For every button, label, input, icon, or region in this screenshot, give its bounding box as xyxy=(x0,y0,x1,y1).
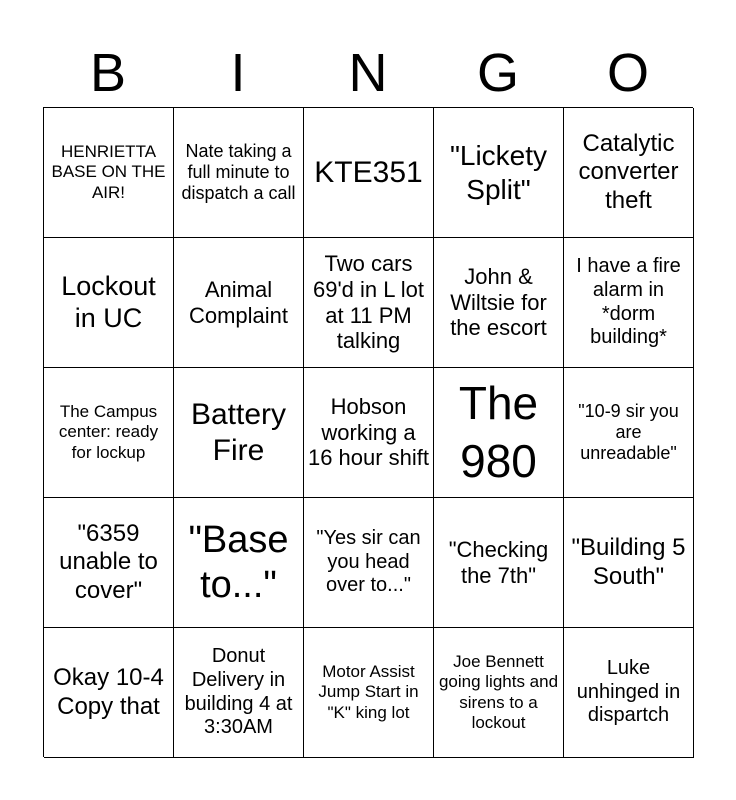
header-letter-i: I xyxy=(230,43,246,103)
bingo-cell-r1-c1[interactable]: HENRIETTA BASE ON THE AIR! xyxy=(44,108,174,238)
header-letter-b: B xyxy=(89,43,127,103)
bingo-cell-r2-c1[interactable]: Lockout in UC xyxy=(44,238,174,368)
bingo-cell-r2-c5[interactable]: I have a fire alarm in *dorm building* xyxy=(564,238,694,368)
bingo-cell-r3-c1[interactable]: The Campus center: ready for lockup xyxy=(44,368,174,498)
header-letter-g: G xyxy=(476,43,519,103)
bingo-cell-r4-c2[interactable]: "Base to..." xyxy=(174,498,304,628)
bingo-cell-r2-c3[interactable]: Two cars 69'd in L lot at 11 PM talking xyxy=(304,238,434,368)
bingo-cell-r5-c3[interactable]: Motor Assist Jump Start in "K" king lot xyxy=(304,628,434,758)
header-letter-n: N xyxy=(348,43,388,103)
bingo-cell-r1-c5[interactable]: Catalytic converter theft xyxy=(564,108,694,238)
bingo-cell-r5-c4[interactable]: Joe Bennett going lights and sirens to a lockout xyxy=(434,628,564,758)
bingo-cell-r4-c3[interactable]: "Yes sir can you head over to..." xyxy=(304,498,434,628)
bingo-cell-r4-c1[interactable]: "6359 unable to cover" xyxy=(44,498,174,628)
bingo-cell-r3-c2[interactable]: Battery Fire xyxy=(174,368,304,498)
bingo-cell-r5-c2[interactable]: Donut Delivery in building 4 at 3:30AM xyxy=(174,628,304,758)
bingo-header xyxy=(43,38,693,108)
bingo-board xyxy=(43,107,693,757)
bingo-cell-r3-c3[interactable]: Hobson working a 16 hour shift xyxy=(304,368,434,498)
header-letter-o: O xyxy=(606,43,649,103)
bingo-cell-r1-c4[interactable]: "Lickety Split" xyxy=(434,108,564,238)
bingo-cell-r4-c4[interactable]: "Checking the 7th" xyxy=(434,498,564,628)
bingo-cell-r1-c3[interactable]: KTE351 xyxy=(304,108,434,238)
bingo-cell-r5-c1[interactable]: Okay 10-4 Copy that xyxy=(44,628,174,758)
bingo-cell-r3-c4[interactable]: The 980 xyxy=(434,368,564,498)
bingo-cell-r1-c2[interactable]: Nate taking a full minute to dispatch a call xyxy=(174,108,304,238)
bingo-cell-r2-c4[interactable]: John & Wiltsie for the escort xyxy=(434,238,564,368)
bingo-cell-r2-c2[interactable]: Animal Complaint xyxy=(174,238,304,368)
bingo-cell-r3-c5[interactable]: "10-9 sir you are unreadable" xyxy=(564,368,694,498)
bingo-cell-r4-c5[interactable]: "Building 5 South" xyxy=(564,498,694,628)
bingo-cell-r5-c5[interactable]: Luke unhinged in dispartch xyxy=(564,628,694,758)
